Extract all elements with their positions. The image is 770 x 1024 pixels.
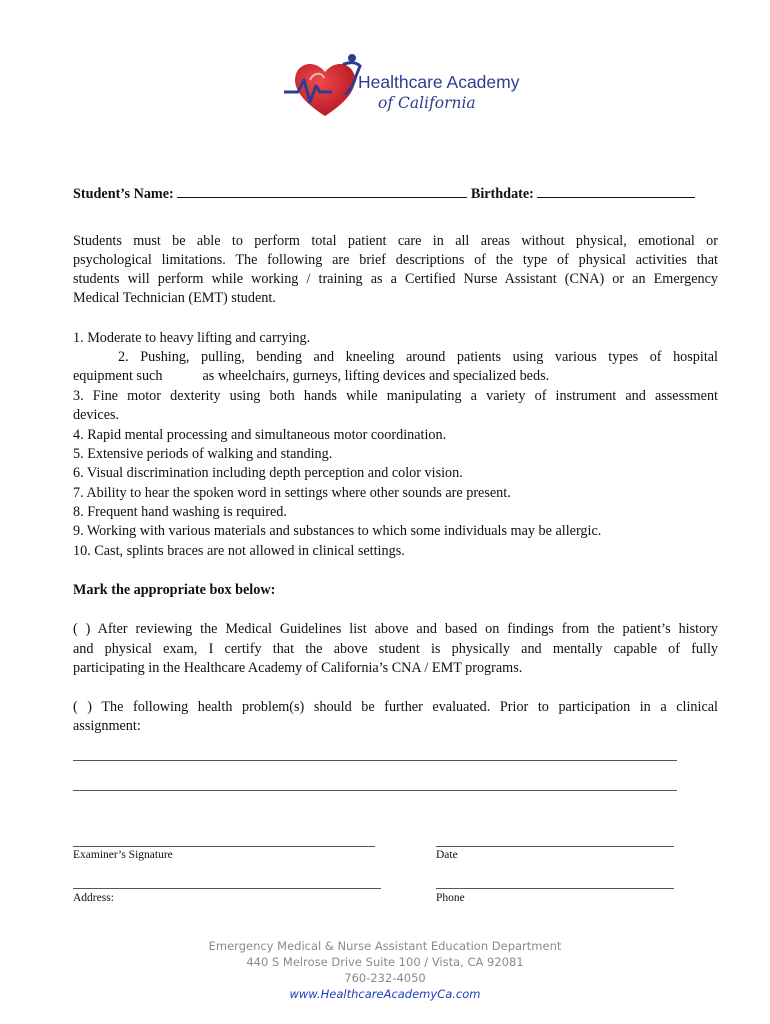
intro-line-1: Students must be able to perform total patient care in all areas without physical, emotional or [73, 233, 718, 249]
list-item: 5. Extensive periods of walking and standing. [73, 446, 333, 462]
option-1-line-3: participating in the Healthcare Academy of California’s CNA / EMT programs. [73, 660, 523, 676]
option-1-line-2: and physical exam, I certify that the above student is physically and mentally capable of fully [73, 641, 718, 657]
list-item: 1. Moderate to heavy lifting and carrying. [73, 330, 311, 346]
date-label: Date [436, 849, 458, 861]
list-item: 4. Rapid mental processing and simultaneous motor coordination. [73, 427, 447, 443]
examiner-signature-line[interactable] [73, 846, 375, 847]
option-2-line-2: assignment: [73, 718, 141, 734]
option-2-checkbox-line[interactable]: ( ) The following health problem(s) should be further evaluated. Prior to participation in a clinical [73, 699, 718, 715]
intro-line-3: students will perform while working / training as a Certified Nurse Assistant (CNA) or an Emergency [73, 271, 718, 287]
list-item: 6. Visual discrimination including depth perception and color vision. [73, 465, 463, 481]
footer-department: Emergency Medical & Nurse Assistant Education Department [208, 939, 562, 953]
phone-label: Phone [436, 892, 465, 904]
footer-address: 440 S Melrose Drive Suite 100 / Vista, CA 92081 [246, 955, 524, 969]
list-item-2-post: as wheelchairs, gurneys, lifting devices and specialized beds. [202, 368, 550, 384]
option-1-checkbox-line[interactable]: ( ) After reviewing the Medical Guidelines list above and based on findings from the patient’s history [73, 621, 718, 637]
address-line[interactable] [73, 888, 381, 889]
student-name-field[interactable] [177, 185, 467, 198]
list-item-continued [73, 367, 549, 387]
list-item: 2. Pushing, pulling, bending and kneeling around patients using various types of hospital [118, 349, 718, 365]
health-problem-line-1[interactable] [73, 760, 677, 761]
logo-title: Healthcare Academy [358, 72, 520, 92]
intro-line-4: Medical Technician (EMT) student. [73, 290, 276, 306]
date-line[interactable] [436, 846, 674, 847]
list-item: 8. Frequent hand washing is required. [73, 504, 287, 520]
heart-ekg-logo-icon [280, 50, 370, 122]
list-item: 9. Working with various materials and substances to which some individuals may be allergic. [73, 523, 602, 539]
logo-subtitle: of California [378, 94, 476, 112]
student-name-label: Student’s Name: [73, 186, 174, 202]
examiner-signature-label: Examiner’s Signature [73, 849, 173, 861]
phone-line[interactable] [436, 888, 674, 889]
list-item-continued: devices. [73, 407, 120, 423]
footer-phone: 760-232-4050 [344, 971, 426, 985]
student-info-row [73, 185, 695, 205]
list-item: 7. Ability to hear the spoken word in settings where other sounds are present. [73, 485, 511, 501]
academy-logo [280, 50, 520, 122]
list-item: 10. Cast, splints braces are not allowed in clinical settings. [73, 543, 405, 559]
list-item-2-pre: equipment such [73, 368, 163, 384]
address-label: Address: [73, 892, 114, 904]
intro-line-2: psychological limitations. The following are brief descriptions of the type of physical activities that [73, 252, 718, 268]
birthdate-label: Birthdate: [470, 186, 534, 202]
mark-heading: Mark the appropriate box below: [73, 582, 276, 598]
footer-website-link[interactable]: www.HealthcareAcademyCa.com [289, 987, 481, 1001]
birthdate-field[interactable] [537, 185, 695, 198]
health-problem-line-2[interactable] [73, 790, 677, 791]
list-item: 3. Fine motor dexterity using both hands while manipulating a variety of instrument and assessment [73, 388, 718, 404]
